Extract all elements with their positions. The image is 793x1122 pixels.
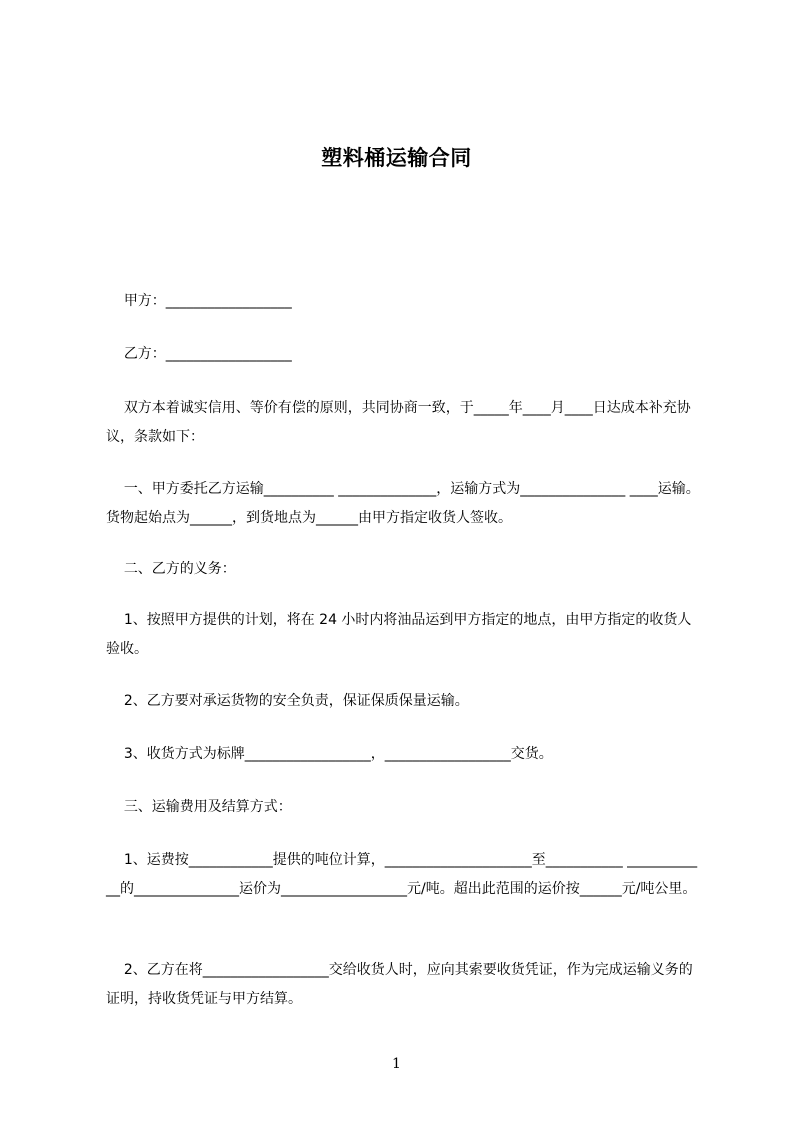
clause-2-item-2: 2、乙方要对承运货物的安全负责，保证保质保量运输。 (106, 693, 469, 709)
document-title: 塑料桶运输合同 (321, 146, 472, 170)
clause-2-item-3: 3、收货方式为标牌__________________，__________________交货。 (106, 746, 553, 762)
clause-3-item-1: 1、运费按____________提供的吨位计算，_____________________至___________ ____________的_______________运价为__________________元/吨。超出此范围的运价按______元/吨公里。 (106, 852, 698, 897)
page-number: 1 (392, 1056, 401, 1072)
clause-2-heading: 二、乙方的义务： (106, 561, 236, 577)
clause-3-heading: 三、运输费用及结算方式： (106, 799, 292, 815)
clause-3-item-2: 2、乙方在将__________________交给收货人时，应向其索要收货凭证，作为完成运输义务的证明，持收货凭证与甲方结算。 (106, 962, 693, 1007)
party-b-line: 乙方：__________________ (106, 346, 292, 362)
clause-2-item-1: 1、按照甲方提供的计划，将在 24 小时内将油品运到甲方指定的地点，由甲方指定的收货人验收。 (106, 612, 692, 657)
clause-1-paragraph: 一、甲方委托乙方运输__________ ______________，运输方式为_______________ ____运输。货物起始点为______，到货地点为______由甲方指定收货人签收。 (106, 481, 700, 526)
party-a-line: 甲方：__________________ (106, 293, 292, 309)
preamble-paragraph: 双方本着诚实信用、等价有偿的原则，共同协商一致，于_____年____月____日达成本补充协议，条款如下： (106, 400, 691, 445)
